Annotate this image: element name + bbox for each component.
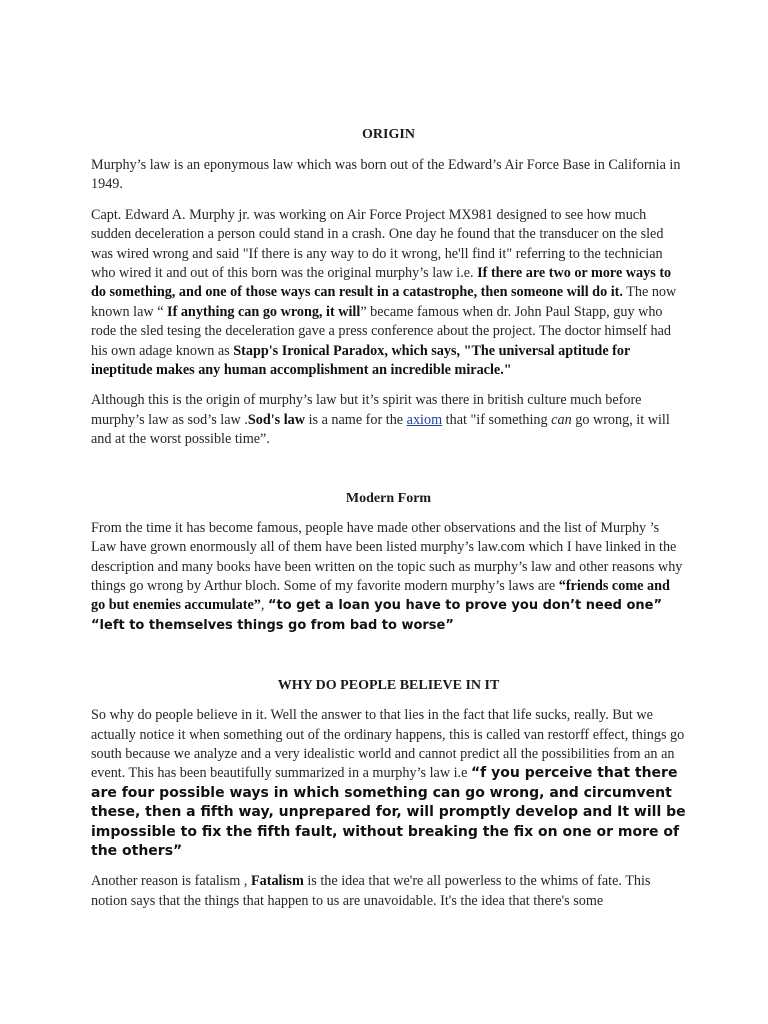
bold-friends-quote: “friends come and go but enemies accumulate” [91, 577, 670, 614]
paragraph-origin-intro [91, 156, 686, 195]
heading-why-believe: WHY DO PEOPLE BELIEVE IN IT [277, 678, 500, 694]
bold-sods-law: Sod's law [247, 411, 306, 428]
bold-fifth-way-quote: “f you perceive that there are four possible ways in which something can go wrong, and circumvent these, then a fifth way, unprepared for, will promptly develop and It will be impossible to fix the fifth fault, without breaking the fix on one or more of the others” [91, 765, 686, 859]
paragraph-fatalism [91, 872, 686, 911]
text: The now known law “ [91, 284, 677, 320]
paragraph-why-believe [91, 706, 686, 861]
bold-loan-quote: “to get a loan you have to prove you don’t need one” “left to themselves things go from bad to worse” [91, 598, 663, 633]
paragraph-murphy-story [91, 206, 686, 381]
text: go wrong, it will and at the worst possible time”. [91, 411, 670, 448]
text: So why do people believe in it. Well the answer to that lies in the fact that life sucks, really. But we actually notice it when something out of the ordinary happens, this is called van restorff effect, things go south because we analyze and a very idealistic world and cannot predict all the possibilities from an an event. This has been beautifully summarized in a murphy’s law i.e [91, 707, 685, 782]
heading-modern-form: Modern Form [345, 490, 432, 506]
italic-can: can [551, 411, 572, 428]
text: is a name for the [305, 411, 407, 428]
text: Murphy’s law is an eponymous law which was born out of the Edward’s Air Force Base in California in 1949. [91, 157, 681, 193]
axiom-link[interactable]: axiom [406, 411, 443, 428]
text: that "if something [442, 411, 552, 428]
document-body [91, 0, 686, 911]
text: , [260, 597, 268, 614]
paragraph-modern-form [91, 519, 686, 635]
bold-fatalism: Fatalism [250, 873, 304, 890]
bold-stapp-paradox: Stapp's Ironical Paradox, which says, "The universal aptitude for ineptitude makes any human accomplishment an incredible miracle." [91, 342, 631, 379]
text: Although this is the origin of murphy’s law but it’s spirit was there in british culture much before murphy’s law as sod’s law . [91, 392, 642, 428]
text: ” became famous when dr. John Paul Stapp, guy who rode the sled tesing the deceleration gave a press conference about the project. The doctor himself had his own adage known as [91, 303, 672, 359]
text: From the time it has become famous, people have made other observations and the list of Murphy ’s Law have grown enormously all of them have been listed murphy’s law.com which I have linked in the description and many books have been written on the topic such as murphy’s law and other reasons why things go wrong by Arthur bloch. Some of my favorite modern murphy’s laws are [91, 519, 683, 594]
text: Another reason is fatalism , [91, 873, 251, 890]
text: Capt. Edward A. Murphy jr. was working on Air Force Project MX981 designed to see how much sudden deceleration a person could stand in a crash. One day he found that the transducer on the sled was wired wrong and said "If there is any way to do it wrong, he'll find it" referring to the technician who wired it and out of this born was the original murphy’s law i.e. [91, 206, 664, 282]
text: is the idea that we're all powerless to the whims of fate. This notion says that the things that happen to us are unavoidable. It's the idea that there's some [91, 873, 651, 909]
bold-known-law: If anything can go wrong, it will [167, 303, 361, 320]
paragraph-sods-law [91, 391, 686, 449]
heading-origin: ORIGIN [362, 127, 415, 142]
bold-original-law: If there are two or more ways to do something, and one of those ways can result in a catastrophe, then someone will do it. [91, 265, 672, 301]
